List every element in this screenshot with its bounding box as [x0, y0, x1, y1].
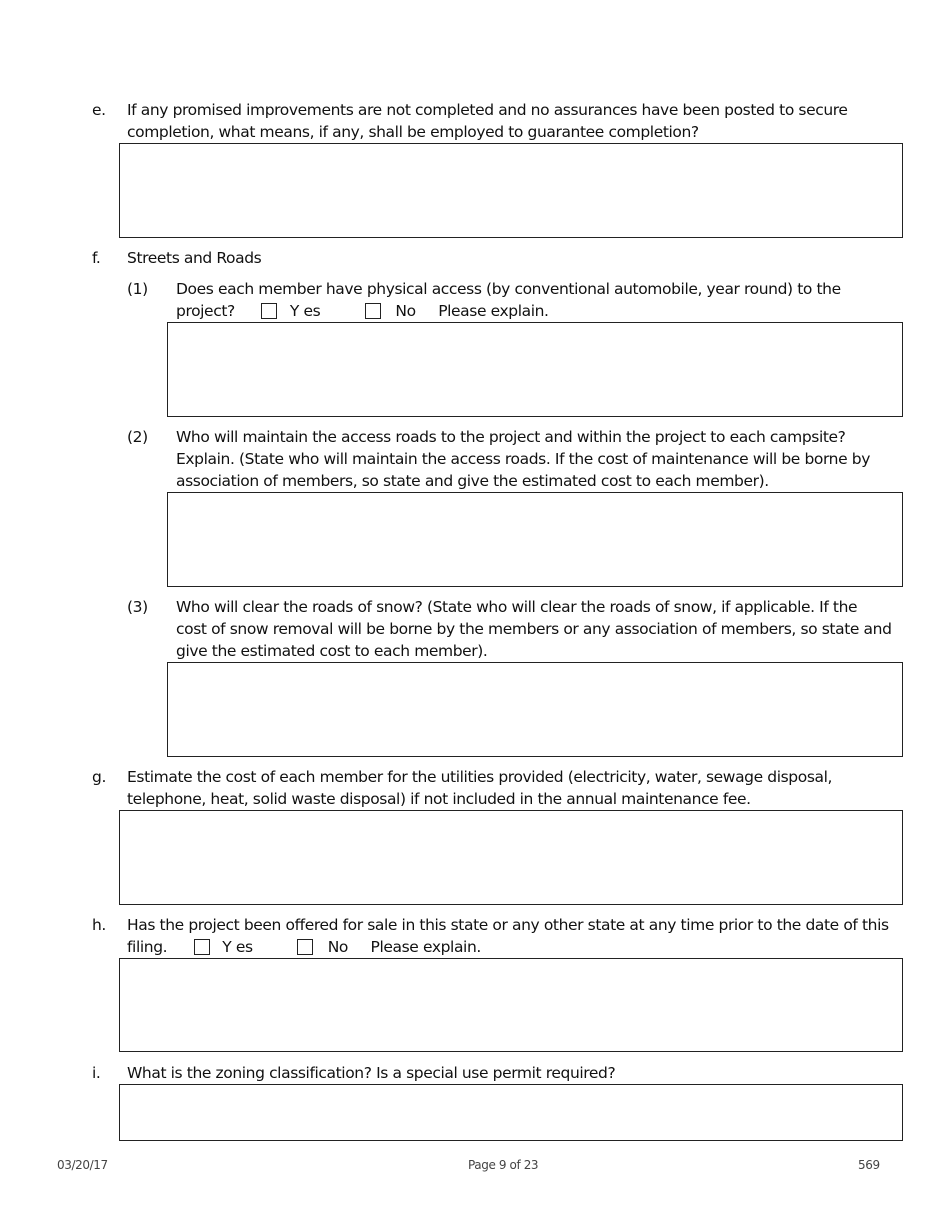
item-h-line-2-text: filing.: [127, 938, 168, 956]
item-e-line-1: If any promised improvements are not completed and no assurances have been posted to secure: [127, 101, 848, 119]
item-f1-yes-checkbox[interactable]: [261, 303, 277, 319]
item-f2-question: [176, 426, 870, 492]
item-h-no-checkbox[interactable]: [297, 939, 313, 955]
item-h-question: [127, 914, 889, 958]
item-h-line-1: Has the project been offered for sale in this state or any other state at any time prior to the date of this: [127, 916, 889, 934]
item-h-yes-label: Y es: [222, 938, 253, 956]
item-f2-line-2: Explain. (State who will maintain the access roads. If the cost of maintenance will be borne by: [176, 450, 870, 468]
item-f2-number: (2): [127, 428, 148, 446]
item-f3-line-1: Who will clear the roads of snow? (State who will clear the roads of snow, if applicable. If the: [176, 598, 858, 616]
item-g-question: [127, 766, 832, 810]
item-f3-number: (3): [127, 598, 148, 616]
footer-date: 03/20/17: [57, 1158, 108, 1172]
item-f1-line-2: [176, 300, 841, 322]
item-f3-answer-field[interactable]: [167, 662, 903, 757]
item-f3-line-2: cost of snow removal will be borne by the members or any association of members, so state and: [176, 620, 892, 638]
item-f3-question: [176, 596, 892, 662]
item-e-answer-field[interactable]: [119, 143, 903, 238]
item-h-no-label: No: [327, 938, 348, 956]
item-f-heading: Streets and Roads: [127, 249, 262, 267]
item-f1-no-label: No: [395, 302, 416, 320]
item-f1-line-2-text: project?: [176, 302, 235, 320]
item-f1-answer-field[interactable]: [167, 322, 903, 417]
item-e-line-2: completion, what means, if any, shall be employed to guarantee completion?: [127, 123, 699, 141]
item-f1-no-checkbox[interactable]: [365, 303, 381, 319]
item-e-letter: e.: [92, 101, 106, 119]
item-g-line-2: telephone, heat, solid waste disposal) if not included in the annual maintenance fee.: [127, 790, 751, 808]
item-f3-line-3: give the estimated cost to each member).: [176, 642, 488, 660]
item-h-line-2: [127, 936, 889, 958]
item-f1-explain-label: Please explain.: [438, 302, 549, 320]
item-f1-question: [176, 278, 841, 322]
item-h-yes-checkbox[interactable]: [194, 939, 210, 955]
footer-page-number: Page 9 of 23: [468, 1158, 539, 1172]
footer-form-number: 569: [858, 1158, 880, 1172]
item-f1-number: (1): [127, 280, 148, 298]
item-g-line-1: Estimate the cost of each member for the utilities provided (electricity, water, sewage disposal,: [127, 768, 833, 786]
item-h-answer-field[interactable]: [119, 958, 903, 1052]
item-h-letter: h.: [92, 916, 106, 934]
item-f2-line-1: Who will maintain the access roads to the project and within the project to each campsite?: [176, 428, 846, 446]
item-g-answer-field[interactable]: [119, 810, 903, 905]
item-i-question: What is the zoning classification? Is a special use permit required?: [127, 1064, 616, 1082]
item-g-letter: g.: [92, 768, 106, 786]
item-f1-line-1: Does each member have physical access (by conventional automobile, year round) to the: [176, 280, 841, 298]
item-h-explain-label: Please explain.: [370, 938, 481, 956]
item-f2-answer-field[interactable]: [167, 492, 903, 587]
item-f1-yes-label: Y es: [289, 302, 321, 320]
item-e-question: [127, 99, 848, 143]
item-f-letter: f.: [92, 249, 101, 267]
item-i-answer-field[interactable]: [119, 1084, 903, 1141]
item-i-letter: i.: [92, 1064, 101, 1082]
item-f2-line-3: association of members, so state and give the estimated cost to each member).: [176, 472, 769, 490]
